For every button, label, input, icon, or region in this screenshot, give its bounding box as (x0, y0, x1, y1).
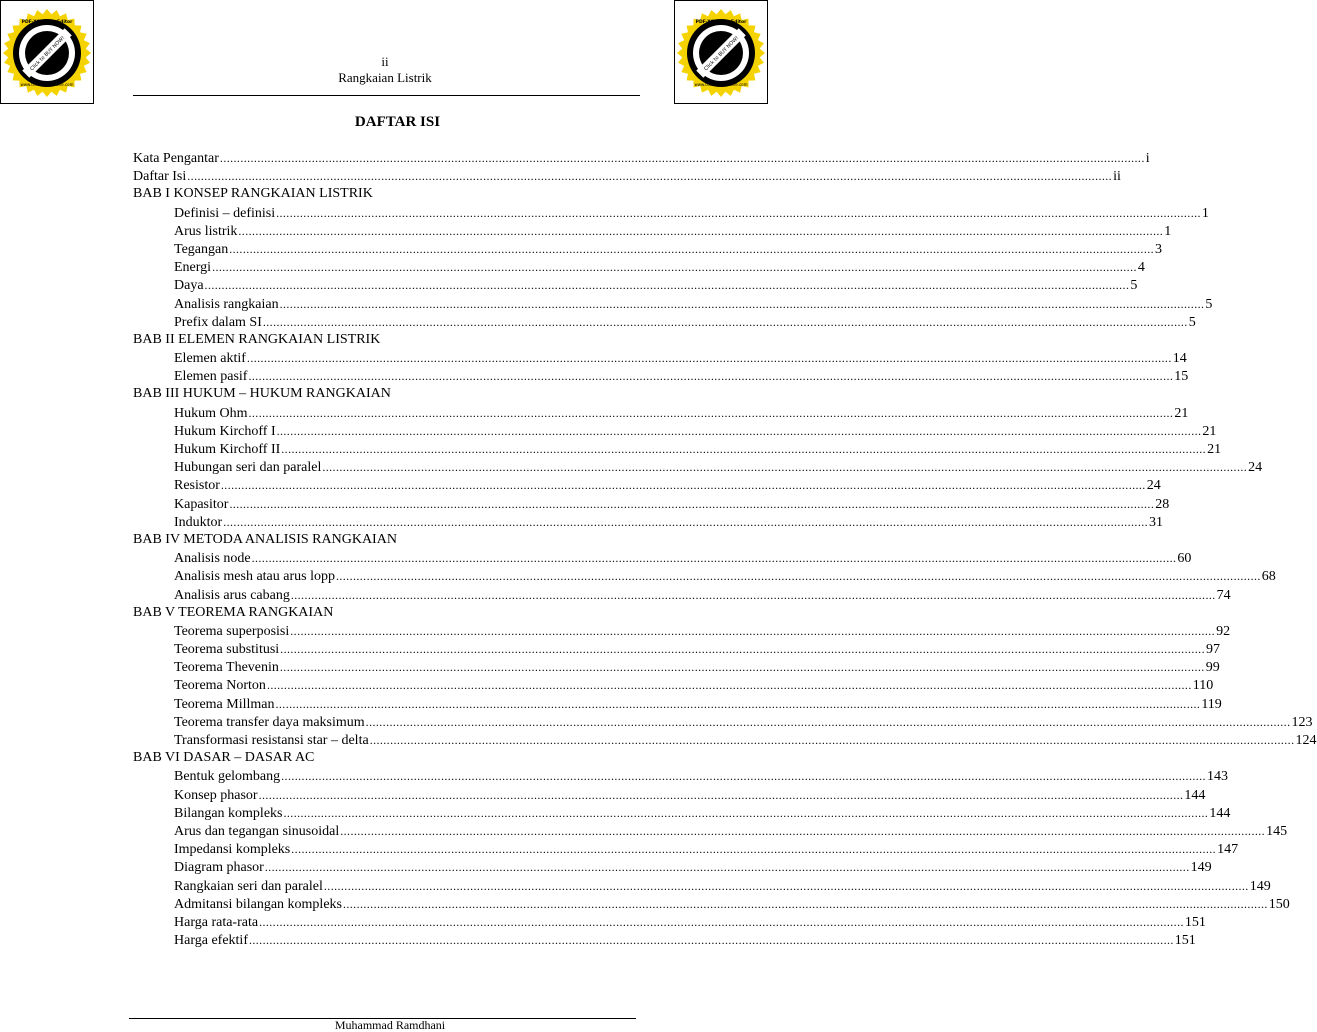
toc-entry-label: Bentuk gelombang (174, 769, 281, 785)
toc-page-number: 123 (1291, 714, 1313, 730)
toc-entry-label: Hukum Kirchoff I (174, 423, 276, 439)
toc-entry[interactable] (174, 767, 1228, 785)
toc-entry-label: Elemen aktif (174, 351, 246, 367)
toc-leader-dots (280, 658, 1205, 676)
toc-entry[interactable] (174, 440, 1222, 458)
toc-page-number: 144 (1184, 787, 1206, 803)
toc-leader-dots (259, 913, 1184, 931)
toc-leader-dots (290, 622, 1215, 640)
toc-entry-label: Impedansi kompleks (174, 842, 291, 858)
toc-entry[interactable] (174, 404, 1189, 422)
toc-entry[interactable] (174, 458, 1263, 476)
toc-entry-label: Prefix dalam SI (174, 314, 262, 330)
toc-entry-label: Analisis mesh atau arus lopp (174, 569, 335, 585)
toc-page-number: 99 (1205, 660, 1220, 676)
svg-text:www.tracker-software.com: www.tracker-software.com (694, 82, 748, 87)
toc-entry-label: Energi (174, 260, 212, 276)
toc-leader-dots (229, 495, 1154, 513)
toc-page-number: 5 (1130, 278, 1138, 294)
header-page-number: ii (381, 54, 389, 69)
toc-entry-label: Daya (174, 278, 204, 294)
toc-entry-label: Teorema superposisi (174, 623, 290, 639)
toc-entry-label: Daftar Isi (133, 169, 187, 185)
pdf-xchange-editor-stamp-icon (1, 1, 95, 105)
toc-entry[interactable] (174, 549, 1192, 567)
toc-entry[interactable] (174, 204, 1209, 222)
toc-leader-dots (291, 840, 1216, 858)
toc-entry-label: Arus listrik (174, 223, 238, 239)
toc-entry-label: Teorema Norton (174, 678, 266, 694)
toc-page-number: 1 (1164, 223, 1172, 239)
toc-page-number: 143 (1206, 769, 1228, 785)
toc-page-number: 5 (1205, 296, 1213, 312)
toc-entry[interactable] (174, 640, 1220, 658)
toc-entry[interactable] (174, 840, 1239, 858)
toc-leader-dots (281, 767, 1206, 785)
toc-section-heading[interactable] (133, 385, 628, 403)
toc-entry[interactable] (174, 367, 1189, 385)
toc-entry[interactable] (174, 695, 1222, 713)
toc-entry[interactable] (174, 222, 1172, 240)
toc-page-number: 15 (1174, 369, 1189, 385)
toc-entry[interactable] (174, 622, 1231, 640)
toc-entry[interactable] (174, 731, 1317, 749)
toc-page-number: 124 (1295, 733, 1317, 748)
toc-leader-dots (220, 149, 1145, 167)
toc-page-number: 110 (1192, 678, 1214, 694)
toc-leader-dots (324, 877, 1249, 895)
toc-leader-dots (265, 858, 1190, 876)
toc-page-number: 14 (1172, 351, 1187, 367)
toc-entry-label: Induktor (174, 514, 223, 530)
svg-text:Click to BUY NOW!: Click to BUY NOW! (29, 35, 67, 73)
toc-leader-dots (212, 258, 1137, 276)
toc-leader-dots (366, 713, 1291, 731)
svg-text:www.tracker-software.com: www.tracker-software.com (20, 82, 74, 87)
toc-entry-label: BAB VI DASAR – DASAR AC (133, 750, 315, 766)
toc-page-number: 151 (1184, 914, 1206, 930)
toc-page-number: 119 (1201, 696, 1222, 712)
toc-leader-dots (221, 476, 1146, 494)
toc-leader-dots (370, 731, 1295, 749)
toc-entry-label: Admitansi bilangan kompleks (174, 896, 342, 912)
toc-page-number: 21 (1202, 423, 1217, 439)
svg-text:PDF-XChange Editor: PDF-XChange Editor (21, 20, 73, 25)
toc-page-number: 149 (1190, 860, 1212, 876)
toc-entry[interactable] (174, 422, 1217, 440)
toc-entry-label: Analisis arus cabang (174, 587, 290, 603)
toc-entry[interactable] (174, 877, 1271, 895)
toc-leader-dots (280, 640, 1205, 658)
toc-entry-label: Teorema Thevenin (174, 660, 279, 676)
toc-entry-label: Rangkaian seri dan paralel (174, 878, 323, 894)
toc-entry[interactable] (174, 913, 1206, 931)
toc-page-number: 21 (1207, 442, 1222, 457)
toc-entry-label: Teorema substitusi (174, 642, 280, 658)
toc-entry[interactable] (174, 495, 1170, 513)
toc-leader-dots (249, 931, 1174, 949)
toc-entry-label: BAB V TEOREMA RANGKAIAN (133, 604, 334, 620)
toc-page-number: 145 (1266, 823, 1288, 839)
toc-entry[interactable] (174, 822, 1288, 840)
toc-leader-dots (276, 695, 1201, 713)
toc-page-number: 3 (1155, 241, 1163, 257)
toc-leader-dots (249, 404, 1174, 422)
toc-leader-dots (277, 422, 1202, 440)
toc-leader-dots (238, 222, 1163, 240)
toc-page-number: 97 (1205, 642, 1220, 658)
toc-entry-label: Harga efektif (174, 933, 248, 949)
toc-leader-dots (322, 458, 1247, 476)
toc-entry[interactable] (174, 804, 1231, 822)
toc-page-number: 28 (1155, 496, 1170, 512)
toc-page-number: 21 (1174, 405, 1189, 421)
toc-entry[interactable] (174, 676, 1214, 694)
toc-entry-label: Arus dan tegangan sinusoidal (174, 823, 340, 839)
toc-leader-dots (247, 349, 1172, 367)
toc-page-number: 31 (1149, 514, 1164, 530)
pdf-xchange-editor-stamp-icon (675, 1, 769, 105)
toc-section-heading[interactable] (133, 331, 628, 349)
svg-text:Click to BUY NOW!: Click to BUY NOW! (703, 35, 741, 73)
toc-leader-dots (205, 276, 1130, 294)
toc-leader-dots (263, 313, 1188, 331)
toc-leader-dots (284, 804, 1209, 822)
toc-entry[interactable] (174, 713, 1313, 731)
toc-page-number: ii (1113, 169, 1121, 185)
toc-entry[interactable] (174, 349, 1187, 367)
table-of-contents (133, 149, 1317, 949)
toc-entry-label: Kapasitor (174, 496, 229, 512)
toc-entry-label: Analisis node (174, 551, 251, 567)
toc-entry[interactable] (174, 658, 1220, 676)
toc-leader-dots (252, 549, 1177, 567)
toc-entry-label: BAB I KONSEP RANGKAIAN LISTRIK (133, 186, 373, 202)
toc-entry-label: Transformasi resistansi star – delta (174, 733, 369, 748)
toc-entry-label: Definisi – definisi (174, 205, 276, 221)
toc-leader-dots (229, 240, 1154, 258)
toc-entry[interactable] (174, 567, 1276, 585)
toc-page-number: 150 (1268, 896, 1290, 912)
toc-page-number: 92 (1216, 623, 1231, 639)
toc-entry-label: Teorema transfer daya maksimum (174, 714, 365, 730)
toc-entry[interactable] (174, 240, 1163, 258)
toc-entry-label: Tegangan (174, 241, 229, 257)
toc-section-heading[interactable] (133, 167, 1121, 185)
toc-page-number: 74 (1216, 587, 1231, 603)
toc-entry-label: Konsep phasor (174, 787, 258, 803)
toc-section-heading[interactable] (133, 185, 628, 203)
toc-section-heading[interactable] (133, 531, 628, 549)
toc-leader-dots (267, 676, 1192, 694)
toc-leader-dots (291, 586, 1216, 604)
toc-leader-dots (187, 167, 1112, 185)
toc-entry[interactable] (174, 258, 1145, 276)
toc-page-number: 147 (1217, 842, 1239, 858)
toc-leader-dots (280, 295, 1205, 313)
toc-entry-label: Hukum Ohm (174, 405, 248, 421)
footer-author: Muhammad Ramdhani (334, 1018, 446, 1032)
toc-leader-dots (248, 367, 1173, 385)
toc-entry-label: Hukum Kirchoff II (174, 442, 281, 457)
toc-page-number: 149 (1249, 878, 1271, 894)
toc-entry-label: Bilangan kompleks (174, 805, 283, 821)
toc-entry-label: Analisis rangkaian (174, 296, 279, 312)
toc-entry[interactable] (174, 858, 1212, 876)
toc-entry[interactable] (174, 895, 1290, 913)
toc-entry[interactable] (174, 513, 1164, 531)
toc-leader-dots (343, 895, 1268, 913)
svg-text:PDF-XChange Editor: PDF-XChange Editor (695, 20, 747, 25)
toc-page-number: i (1145, 151, 1150, 166)
toc-leader-dots (340, 822, 1265, 840)
toc-entry-label: Kata Pengantar (133, 151, 219, 166)
toc-section-heading[interactable] (133, 149, 1150, 167)
toc-leader-dots (336, 567, 1261, 585)
toc-entry-label: Elemen pasif (174, 369, 248, 385)
toc-entry[interactable] (174, 295, 1213, 313)
toc-entry-label: Hubungan seri dan paralel (174, 460, 322, 476)
toc-page-number: 24 (1146, 478, 1161, 494)
toc-section-heading[interactable] (133, 749, 628, 767)
page-title: DAFTAR ISI (354, 114, 441, 130)
toc-entry-label: Harga rata-rata (174, 914, 259, 930)
header-divider (133, 95, 640, 96)
toc-entry-label: Resistor (174, 478, 220, 494)
toc-page-number: 60 (1177, 551, 1192, 567)
toc-leader-dots (223, 513, 1148, 531)
toc-entry[interactable] (174, 586, 1231, 604)
toc-entry[interactable] (174, 931, 1196, 949)
buy-now-stamp-left[interactable] (0, 0, 94, 104)
toc-page-number: 151 (1174, 933, 1196, 949)
toc-leader-dots (259, 786, 1184, 804)
toc-entry[interactable] (174, 313, 1196, 331)
toc-section-heading[interactable] (133, 604, 628, 622)
toc-page-number: 24 (1248, 460, 1263, 476)
toc-page-number: 5 (1188, 314, 1196, 330)
toc-leader-dots (276, 204, 1201, 222)
toc-leader-dots (281, 440, 1206, 458)
toc-entry[interactable] (174, 276, 1138, 294)
header-book-title: Rangkaian Listrik (338, 70, 432, 85)
toc-entry-label: BAB III HUKUM – HUKUM RANGKAIAN (133, 386, 391, 402)
toc-entry-label: BAB IV METODA ANALISIS RANGKAIAN (133, 531, 397, 547)
toc-entry[interactable] (174, 476, 1161, 494)
toc-entry-label: Teorema Millman (174, 696, 275, 712)
toc-page-number: 144 (1209, 805, 1231, 821)
toc-entry-label: Diagram phasor (174, 860, 264, 876)
toc-page-number: 4 (1137, 260, 1145, 276)
toc-entry[interactable] (174, 786, 1206, 804)
toc-page-number: 1 (1201, 205, 1209, 221)
toc-entry-label: BAB II ELEMEN RANGKAIAN LISTRIK (133, 331, 381, 347)
buy-now-stamp-right[interactable] (674, 0, 768, 104)
toc-page-number: 68 (1261, 569, 1276, 585)
